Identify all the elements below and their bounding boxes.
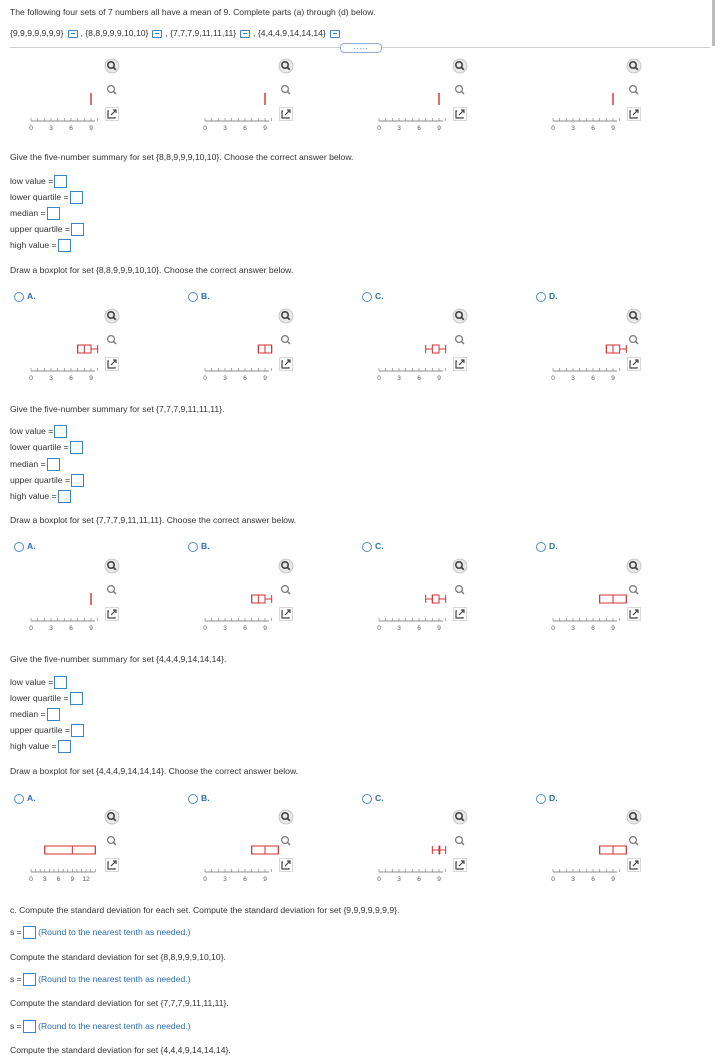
zoom-in-icon[interactable] (452, 308, 468, 324)
zoom-in-icon[interactable] (278, 58, 294, 74)
lower-quartile-label: lower quartile = (10, 192, 69, 202)
zoom-out-icon[interactable] (278, 332, 294, 348)
scrollbar[interactable] (712, 0, 715, 46)
sd-input[interactable] (23, 973, 36, 986)
tick-label: 0 (377, 625, 381, 632)
tick-label: 0 (29, 876, 33, 883)
lower-quartile-input[interactable] (70, 191, 83, 204)
tick-label: 3 (571, 625, 575, 632)
radio-button[interactable] (188, 292, 198, 302)
high-value-input[interactable] (58, 490, 71, 503)
q2-boxplot-prompt: Draw a boxplot for set {7,7,7,9,11,11,11}. Choose the correct answer below. (10, 515, 297, 525)
s-label: s = (10, 974, 22, 984)
tick-label: 6 (69, 125, 73, 132)
radio-button[interactable] (536, 292, 546, 302)
tick-label: 9 (70, 876, 75, 883)
tick-label: 3 (397, 876, 401, 883)
copy-icon[interactable] (68, 30, 78, 38)
popout-icon[interactable] (104, 857, 120, 873)
option-label: B. (201, 793, 210, 803)
tick-label: 6 (243, 625, 247, 632)
tick-label: 3 (223, 876, 227, 883)
tick-label: 6 (243, 125, 247, 132)
set-b: {8,8,9,9,9,10,10} (85, 28, 149, 38)
tick-label: 0 (203, 625, 207, 632)
option-d[interactable] (536, 793, 558, 804)
boxplot (258, 345, 271, 353)
tick-label: 0 (203, 125, 207, 132)
option-b[interactable] (188, 793, 210, 804)
tick-label: 0 (29, 375, 33, 382)
radio-button[interactable] (362, 292, 372, 302)
tick-label: 6 (417, 375, 421, 382)
tick-label: 3 (397, 125, 401, 132)
q2-high-row (10, 489, 71, 503)
sd-input[interactable] (23, 1020, 36, 1033)
median-input[interactable] (47, 458, 60, 471)
tick-label: 12 (82, 876, 90, 883)
tick-label: 3 (223, 625, 227, 632)
tick-label: 0 (551, 125, 555, 132)
lower-quartile-label: lower quartile = (10, 693, 69, 703)
popout-icon[interactable] (278, 606, 294, 622)
tick-label: 0 (203, 375, 207, 382)
zoom-in-icon[interactable] (104, 58, 120, 74)
boxplot (252, 595, 272, 603)
tick-label: 3 (223, 375, 227, 382)
radio-button[interactable] (362, 794, 372, 804)
radio-button[interactable] (362, 542, 372, 552)
option-label: B. (201, 541, 210, 551)
s-label: s = (10, 1021, 22, 1031)
set-d: {4,4,4,9,14,14,14} (257, 28, 326, 38)
zoom-out-icon[interactable] (452, 82, 468, 98)
tick-label: 3 (571, 125, 575, 132)
popout-icon[interactable] (452, 356, 468, 372)
zoom-in-icon[interactable] (278, 308, 294, 324)
sd-row-3 (10, 1019, 191, 1033)
zoom-in-icon[interactable] (626, 308, 642, 324)
high-label: high value = (10, 491, 57, 501)
round-hint: (Round to the nearest tenth as needed.) (38, 1021, 191, 1031)
copy-icon[interactable] (330, 30, 340, 38)
popout-icon[interactable] (278, 857, 294, 873)
boxplot (606, 345, 626, 353)
q3-low-row (10, 675, 67, 689)
median-label: median = (10, 709, 46, 719)
zoom-out-icon[interactable] (452, 332, 468, 348)
tick-label: 6 (591, 876, 595, 883)
q2-low-row (10, 424, 67, 438)
option-d[interactable] (536, 541, 558, 552)
popout-icon[interactable] (626, 106, 642, 122)
set-a: {9,9,9,9,9,9,9} (10, 28, 64, 38)
zoom-in-icon[interactable] (626, 58, 642, 74)
boxplot (426, 345, 446, 353)
round-hint: (Round to the nearest tenth as needed.) (38, 927, 191, 937)
option-label: D. (549, 793, 558, 803)
tick-label: 9 (89, 625, 93, 632)
median-label: median = (10, 208, 46, 218)
high-value-input[interactable] (58, 740, 71, 753)
option-d[interactable] (536, 291, 558, 302)
low-value-input[interactable] (54, 676, 67, 689)
partc-prompt-4: Compute the standard deviation for set {4,4,4,9,14,14,14}. (10, 1045, 231, 1055)
zoom-out-icon[interactable] (452, 833, 468, 849)
tick-label: 3 (49, 625, 53, 632)
zoom-in-icon[interactable] (104, 308, 120, 324)
tick-label: 6 (417, 876, 421, 883)
popout-icon[interactable] (104, 106, 120, 122)
tick-label: 6 (69, 625, 73, 632)
tick-label: 3 (223, 125, 227, 132)
q2-lowerq-row (10, 440, 83, 454)
zoom-in-icon[interactable] (278, 558, 294, 574)
zoom-out-icon[interactable] (626, 332, 642, 348)
low-value-input[interactable] (54, 175, 67, 188)
q1-high-row (10, 238, 71, 252)
popout-icon[interactable] (452, 606, 468, 622)
popout-icon[interactable] (626, 857, 642, 873)
option-a[interactable] (14, 291, 36, 302)
sd-input[interactable] (23, 926, 36, 939)
boxplot (252, 846, 279, 854)
q2-upperq-row (10, 473, 84, 487)
zoom-out-icon[interactable] (104, 833, 120, 849)
tick-label: 0 (29, 125, 33, 132)
median-input[interactable] (47, 708, 60, 721)
zoom-out-icon[interactable] (104, 82, 120, 98)
zoom-in-icon[interactable] (104, 558, 120, 574)
tick-label: 6 (591, 125, 595, 132)
zoom-in-icon[interactable] (452, 809, 468, 825)
zoom-in-icon[interactable] (626, 558, 642, 574)
zoom-out-icon[interactable] (104, 582, 120, 598)
set-c: {7,7,7,9,11,11,11} (170, 28, 237, 38)
copy-icon[interactable] (240, 30, 250, 38)
iqr-box (432, 345, 439, 353)
zoom-out-icon[interactable] (626, 82, 642, 98)
tick-label: 9 (89, 375, 93, 382)
zoom-out-icon[interactable] (278, 82, 294, 98)
tick-label: 9 (437, 876, 441, 883)
tick-label: 9 (437, 125, 441, 132)
zoom-out-icon[interactable] (278, 582, 294, 598)
median-label: median = (10, 459, 46, 469)
q3-lowerq-row (10, 691, 83, 705)
tick-label: 6 (417, 125, 421, 132)
q1-lowerq-row (10, 190, 83, 204)
tick-label: 3 (397, 375, 401, 382)
q2-summary-prompt: Give the five-number summary for set {7,7,7,9,11,11,11}. (10, 404, 225, 414)
radio-button[interactable] (536, 542, 546, 552)
tick-label: 6 (591, 625, 595, 632)
boxplot (426, 595, 446, 603)
q2-median-row (10, 457, 60, 471)
q1-boxplot-prompt: Draw a boxplot for set {8,8,9,9,9,10,10}. Choose the correct answer below. (10, 265, 294, 275)
zoom-out-icon[interactable] (278, 833, 294, 849)
tick-label: 9 (611, 625, 615, 632)
tick-label: 0 (551, 625, 555, 632)
option-label: C. (375, 793, 384, 803)
option-c[interactable] (362, 291, 384, 302)
iqr-box (432, 595, 439, 603)
zoom-out-icon[interactable] (104, 332, 120, 348)
high-label: high value = (10, 240, 57, 250)
option-label: A. (27, 291, 36, 301)
radio-button[interactable] (14, 542, 24, 552)
tick-label: 3 (42, 876, 47, 883)
option-label: D. (549, 541, 558, 551)
partc-prompt-1: c. Compute the standard deviation for each set. Compute the standard deviation for set {9,9,9,9,9,9,9}. (10, 905, 400, 915)
tick-label: 3 (49, 125, 53, 132)
q3-high-row (10, 739, 71, 753)
partc-prompt-2: Compute the standard deviation for set {8,8,9,9,9,10,10}. (10, 952, 226, 962)
q1-summary-prompt: Give the five-number summary for set {8,8,9,9,9,10,10}. Choose the correct answer below. (10, 152, 354, 162)
boxplot (78, 345, 98, 353)
radio-button[interactable] (14, 794, 24, 804)
option-label: A. (27, 541, 36, 551)
tick-label: 9 (89, 125, 93, 132)
q3-boxplot-prompt: Draw a boxplot for set {4,4,4,9,14,14,14}. Choose the correct answer below. (10, 766, 299, 776)
zoom-out-icon[interactable] (626, 833, 642, 849)
lower-quartile-input[interactable] (70, 692, 83, 705)
high-label: high value = (10, 741, 57, 751)
zoom-in-icon[interactable] (278, 809, 294, 825)
iqr-box (45, 846, 96, 854)
option-b[interactable] (188, 291, 210, 302)
low-label: low value = (10, 176, 54, 186)
upper-quartile-label: upper quartile = (10, 224, 70, 234)
tick-label: 3 (49, 375, 53, 382)
sd-row-2 (10, 972, 191, 986)
option-a[interactable] (14, 541, 36, 552)
tick-label: 9 (437, 375, 441, 382)
option-label: C. (375, 541, 384, 551)
tick-label: 0 (377, 125, 381, 132)
boxplot (432, 846, 445, 854)
popout-icon[interactable] (452, 106, 468, 122)
upper-quartile-input[interactable] (71, 474, 84, 487)
sd-row-1 (10, 925, 191, 939)
q1-upperq-row (10, 222, 84, 236)
option-label: A. (27, 793, 36, 803)
tick-label: 9 (263, 375, 267, 382)
upper-quartile-label: upper quartile = (10, 475, 70, 485)
copy-icon[interactable] (152, 30, 162, 38)
tick-label: 9 (611, 125, 615, 132)
radio-button[interactable] (536, 794, 546, 804)
tick-label: 6 (591, 375, 595, 382)
tick-label: 9 (437, 625, 441, 632)
lower-quartile-label: lower quartile = (10, 442, 69, 452)
upper-quartile-input[interactable] (71, 223, 84, 236)
zoom-in-icon[interactable] (626, 809, 642, 825)
option-c[interactable] (362, 541, 384, 552)
expand-button[interactable]: ..... (340, 43, 382, 53)
upper-quartile-input[interactable] (71, 724, 84, 737)
popout-icon[interactable] (626, 606, 642, 622)
tick-label: 0 (551, 876, 555, 883)
boxplot (600, 595, 627, 603)
radio-button[interactable] (14, 292, 24, 302)
q3-median-row (10, 707, 60, 721)
popout-icon[interactable] (278, 106, 294, 122)
tick-label: 0 (377, 876, 381, 883)
option-label: D. (549, 291, 558, 301)
tick-label: 6 (243, 876, 247, 883)
radio-button[interactable] (188, 794, 198, 804)
tick-label: 9 (263, 876, 267, 883)
zoom-out-icon[interactable] (626, 582, 642, 598)
round-hint: (Round to the nearest tenth as needed.) (38, 974, 191, 984)
boxplot (600, 846, 627, 854)
tick-label: 0 (29, 625, 33, 632)
tick-label: 9 (263, 625, 267, 632)
low-value-input[interactable] (54, 425, 67, 438)
upper-quartile-label: upper quartile = (10, 725, 70, 735)
tick-label: 3 (571, 375, 575, 382)
lower-quartile-input[interactable] (70, 441, 83, 454)
q1-low-row (10, 174, 67, 188)
popout-icon[interactable] (104, 356, 120, 372)
option-label: C. (375, 291, 384, 301)
s-label: s = (10, 927, 22, 937)
popout-icon[interactable] (626, 356, 642, 372)
low-label: low value = (10, 677, 54, 687)
zoom-in-icon[interactable] (104, 809, 120, 825)
intro-text: The following four sets of 7 numbers all have a mean of 9. Complete parts (a) through (d) below. (10, 7, 376, 17)
q3-upperq-row (10, 723, 84, 737)
zoom-out-icon[interactable] (452, 582, 468, 598)
high-value-input[interactable] (58, 239, 71, 252)
tick-label: 3 (571, 876, 575, 883)
tick-label: 0 (203, 876, 207, 883)
zoom-in-icon[interactable] (452, 558, 468, 574)
q3-summary-prompt: Give the five-number summary for set {4,4,4,9,14,14,14}. (10, 654, 227, 664)
median-input[interactable] (47, 207, 60, 220)
option-c[interactable] (362, 793, 384, 804)
tick-label: 9 (611, 876, 615, 883)
tick-label: 0 (551, 375, 555, 382)
tick-label: 9 (263, 125, 267, 132)
tick-label: 9 (611, 375, 615, 382)
radio-button[interactable] (188, 542, 198, 552)
tick-label: 6 (56, 876, 61, 883)
tick-label: 6 (417, 625, 421, 632)
tick-label: 3 (397, 625, 401, 632)
tick-label: 0 (377, 375, 381, 382)
tick-label: 6 (69, 375, 73, 382)
q1-median-row (10, 206, 60, 220)
popout-icon[interactable] (104, 606, 120, 622)
option-label: B. (201, 291, 210, 301)
tick-label: 6 (243, 375, 247, 382)
option-b[interactable] (188, 541, 210, 552)
low-label: low value = (10, 426, 54, 436)
boxplot (45, 846, 96, 854)
option-a[interactable] (14, 793, 36, 804)
popout-icon[interactable] (278, 356, 294, 372)
sets-line: {9,9,9,9,9,9,9} , {8,8,9,9,9,10,10} , {7,7,7,9,11,11,11} , {4,4,4,9,14,14,14} (10, 28, 343, 38)
partc-prompt-3: Compute the standard deviation for set {7,7,7,9,11,11,11}. (10, 998, 229, 1008)
zoom-in-icon[interactable] (452, 58, 468, 74)
popout-icon[interactable] (452, 857, 468, 873)
